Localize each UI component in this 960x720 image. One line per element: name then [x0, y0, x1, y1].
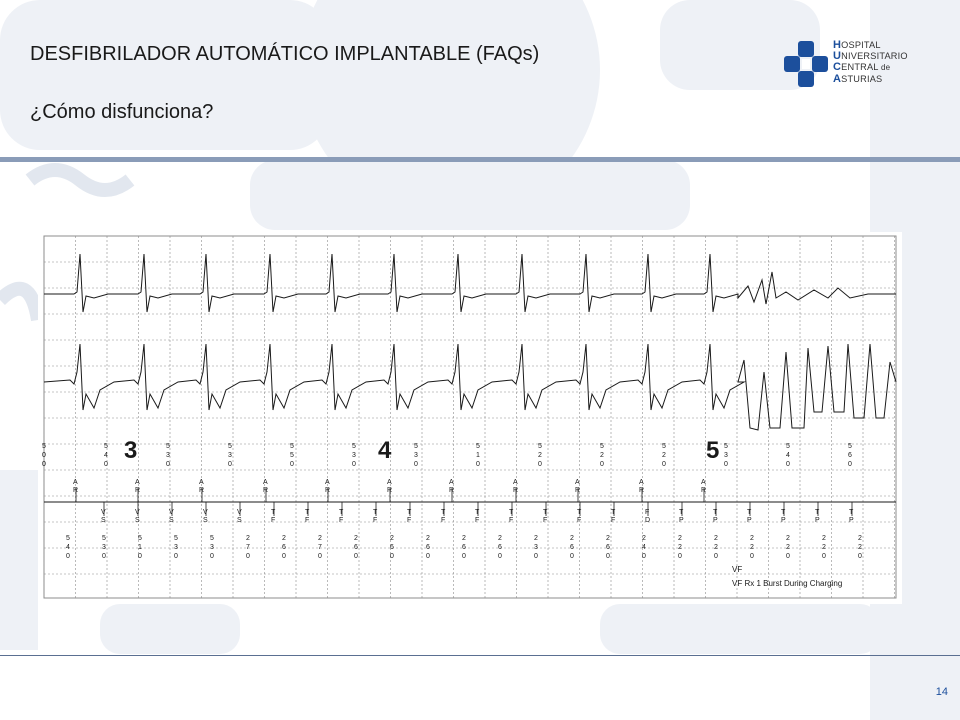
- ventricular-marker-letter: V: [135, 509, 140, 516]
- ventricular-marker-letter: T: [781, 509, 786, 516]
- atrial-interval-digit: 5: [352, 443, 356, 450]
- ventricular-marker-letter: T: [679, 509, 684, 516]
- atrial-interval-digit: 5: [538, 443, 542, 450]
- ventricular-interval-digit: 2: [354, 535, 358, 542]
- ventricular-interval-digit: 0: [354, 553, 358, 560]
- atrial-marker-letter: A: [575, 479, 580, 486]
- ventricular-marker-letter: P: [849, 517, 854, 524]
- ventricular-interval-digit: 7: [318, 544, 322, 551]
- atrial-interval-digit: 0: [662, 461, 666, 468]
- hospital-cross-icon: [783, 39, 829, 89]
- ventricular-marker-letter: T: [305, 509, 310, 516]
- atrial-interval-digit: 2: [662, 452, 666, 459]
- egm-channel-atrial: [44, 254, 896, 312]
- ventricular-interval-digit: 6: [426, 544, 430, 551]
- ventricular-marker-letter: F: [407, 517, 412, 524]
- ventricular-interval-digit: 6: [498, 544, 502, 551]
- ventricular-interval-digit: 0: [282, 553, 286, 560]
- atrial-marker-letter: R: [387, 487, 393, 494]
- ventricular-marker-letter: F: [543, 517, 548, 524]
- atrial-interval-digit: 0: [724, 461, 728, 468]
- ventricular-interval-digit: 2: [822, 544, 826, 551]
- ventricular-interval-digit: 5: [174, 535, 178, 542]
- atrial-interval-digit: 5: [848, 443, 852, 450]
- ventricular-marker-letter: T: [441, 509, 446, 516]
- egm-tracing: [38, 232, 902, 604]
- atrial-interval-digit: 0: [228, 461, 232, 468]
- ventricular-marker-letter: P: [747, 517, 752, 524]
- ventricular-marker-letter: V: [203, 509, 208, 516]
- ventricular-interval-digit: 2: [822, 535, 826, 542]
- ventricular-interval-digit: 2: [750, 535, 754, 542]
- ventricular-marker-letter: S: [101, 517, 106, 524]
- atrial-interval-digit: 3: [414, 452, 418, 459]
- ventricular-marker-letter: F: [475, 517, 480, 524]
- atrial-interval-digit: 5: [104, 443, 108, 450]
- ventricular-marker-letter: P: [679, 517, 684, 524]
- episode-number-4: 4: [378, 437, 392, 464]
- atrial-marker-letter: R: [199, 487, 205, 494]
- atrial-marker-letter: R: [449, 487, 455, 494]
- ventricular-interval-digit: 6: [282, 544, 286, 551]
- ventricular-marker-letter: T: [271, 509, 276, 516]
- ventricular-interval-digit: 2: [642, 535, 646, 542]
- atrial-interval-digit: 5: [166, 443, 170, 450]
- ventricular-interval-digit: 2: [282, 535, 286, 542]
- ventricular-marker-letter: T: [815, 509, 820, 516]
- episode-number-3: 3: [124, 437, 138, 464]
- ventricular-marker-letter: D: [645, 517, 651, 524]
- ventricular-interval-digit: 2: [678, 544, 682, 551]
- ventricular-interval-digit: 0: [390, 553, 394, 560]
- ventricular-marker-letter: T: [475, 509, 480, 516]
- ventricular-marker-letter: F: [441, 517, 446, 524]
- ventricular-marker-letter: T: [747, 509, 752, 516]
- ventricular-interval-digit: 2: [858, 544, 862, 551]
- atrial-interval-digit: 5: [290, 443, 294, 450]
- ventricular-interval-digit: 0: [786, 553, 790, 560]
- atrial-interval-digit: 0: [42, 461, 46, 468]
- atrial-interval-digit: 3: [228, 452, 232, 459]
- ventricular-interval-digit: 2: [678, 535, 682, 542]
- ventricular-marker-letter: F: [645, 509, 650, 516]
- ventricular-interval-digit: 0: [210, 553, 214, 560]
- ventricular-marker-letter: V: [237, 509, 242, 516]
- ventricular-marker-letter: F: [611, 517, 616, 524]
- atrial-marker-letter: R: [135, 487, 141, 494]
- egm-legend-burst: VF Rx 1 Burst During Charging: [732, 579, 843, 588]
- ventricular-interval-digit: 0: [318, 553, 322, 560]
- ventricular-interval-digit: 3: [174, 544, 178, 551]
- ventricular-interval-digit: 2: [570, 535, 574, 542]
- ventricular-marker-letter: S: [169, 517, 174, 524]
- atrial-marker-letter: A: [199, 479, 204, 486]
- atrial-interval-digit: 5: [600, 443, 604, 450]
- ventricular-interval-digit: 0: [606, 553, 610, 560]
- atrial-interval-digit: 0: [476, 461, 480, 468]
- atrial-marker-letter: A: [263, 479, 268, 486]
- atrial-interval-digit: 0: [786, 461, 790, 468]
- atrial-marker-letter: A: [639, 479, 644, 486]
- ventricular-marker-letter: V: [169, 509, 174, 516]
- atrial-interval-digit: 0: [414, 461, 418, 468]
- ventricular-marker-letter: F: [509, 517, 514, 524]
- atrial-marker-letter: R: [513, 487, 519, 494]
- atrial-interval-digit: 5: [662, 443, 666, 450]
- atrial-interval-digit: 3: [166, 452, 170, 459]
- atrial-interval-digit: 5: [786, 443, 790, 450]
- ventricular-interval-digit: 0: [426, 553, 430, 560]
- episode-number-5: 5: [706, 437, 720, 464]
- ventricular-marker-letter: P: [713, 517, 718, 524]
- ventricular-interval-digit: 0: [822, 553, 826, 560]
- ventricular-interval-digit: 5: [138, 535, 142, 542]
- ventricular-interval-digit: 6: [354, 544, 358, 551]
- footer-divider: [0, 655, 960, 656]
- ventricular-interval-digit: 6: [570, 544, 574, 551]
- hospital-name: [833, 40, 908, 85]
- header-divider: [0, 157, 960, 162]
- atrial-marker-letter: R: [701, 487, 707, 494]
- icd-egm-strip: [38, 232, 902, 604]
- ventricular-interval-digit: 2: [606, 535, 610, 542]
- ventricular-marker-letter: T: [509, 509, 514, 516]
- ventricular-marker-letter: F: [577, 517, 582, 524]
- atrial-interval-digit: 3: [352, 452, 356, 459]
- ventricular-marker-letter: P: [815, 517, 820, 524]
- atrial-interval-digit: 0: [352, 461, 356, 468]
- logo-line-1: HOSPITAL: [833, 39, 881, 51]
- ventricular-interval-digit: 0: [678, 553, 682, 560]
- ventricular-interval-digit: 0: [102, 553, 106, 560]
- ventricular-marker-letter: S: [237, 517, 242, 524]
- atrial-interval-digit: 5: [228, 443, 232, 450]
- atrial-interval-digit: 1: [476, 452, 480, 459]
- atrial-interval-digit: 0: [848, 461, 852, 468]
- atrial-marker-letter: R: [325, 487, 331, 494]
- logo-line-4: ASTURIAS: [833, 72, 883, 85]
- atrial-interval-digit: 0: [600, 461, 604, 468]
- slide-title: DESFIBRILADOR AUTOMÁTICO IMPLANTABLE (FAQs): [30, 43, 540, 65]
- ventricular-interval-digit: 2: [786, 535, 790, 542]
- atrial-marker-letter: R: [263, 487, 269, 494]
- ventricular-interval-digit: 0: [714, 553, 718, 560]
- atrial-interval-digit: 0: [538, 461, 542, 468]
- ventricular-interval-digit: 3: [534, 544, 538, 551]
- atrial-interval-digit: 0: [42, 452, 46, 459]
- logo-line-3: CENTRAL de: [833, 61, 891, 74]
- atrial-interval-digit: 5: [476, 443, 480, 450]
- logo-line-2: UNIVERSITARIO: [833, 50, 908, 63]
- atrial-marker-letter: R: [575, 487, 581, 494]
- ventricular-marker-letter: F: [373, 517, 378, 524]
- atrial-interval-digit: 2: [538, 452, 542, 459]
- ventricular-interval-digit: 4: [642, 544, 646, 551]
- ventricular-interval-digit: 2: [498, 535, 502, 542]
- page-number: 14: [935, 686, 948, 698]
- atrial-interval-digit: 6: [848, 452, 852, 459]
- atrial-marker-letter: A: [135, 479, 140, 486]
- ventricular-interval-digit: 4: [66, 544, 70, 551]
- ventricular-interval-digit: 6: [390, 544, 394, 551]
- ventricular-marker-letter: T: [339, 509, 344, 516]
- ventricular-marker-letter: P: [781, 517, 786, 524]
- ventricular-marker-letter: T: [611, 509, 616, 516]
- atrial-marker-letter: A: [701, 479, 706, 486]
- atrial-marker-letter: A: [73, 479, 78, 486]
- atrial-interval-digit: 2: [600, 452, 604, 459]
- ventricular-interval-digit: 0: [138, 553, 142, 560]
- ventricular-interval-digit: 0: [246, 553, 250, 560]
- ventricular-interval-digit: 2: [426, 535, 430, 542]
- ventricular-marker-letter: T: [577, 509, 582, 516]
- atrial-marker-letter: R: [73, 487, 79, 494]
- ventricular-interval-digit: 2: [858, 535, 862, 542]
- atrial-marker-letter: A: [449, 479, 454, 486]
- ventricular-interval-digit: 0: [642, 553, 646, 560]
- ventricular-interval-digit: 2: [714, 535, 718, 542]
- ventricular-interval-digit: 0: [570, 553, 574, 560]
- ventricular-interval-digit: 0: [498, 553, 502, 560]
- ventricular-interval-digit: 5: [66, 535, 70, 542]
- ventricular-interval-digit: 0: [858, 553, 862, 560]
- atrial-interval-digit: 5: [724, 443, 728, 450]
- ventricular-interval-digit: 2: [534, 535, 538, 542]
- atrial-marker-letter: R: [639, 487, 645, 494]
- atrial-interval-digit: 3: [724, 452, 728, 459]
- atrial-interval-digit: 0: [166, 461, 170, 468]
- ventricular-interval-digit: 2: [750, 544, 754, 551]
- egm-legend-vf: VF: [732, 565, 743, 574]
- ventricular-interval-digit: 0: [174, 553, 178, 560]
- ventricular-interval-digit: 7: [246, 544, 250, 551]
- atrial-interval-digit: 5: [290, 452, 294, 459]
- ventricular-marker-letter: T: [407, 509, 412, 516]
- ventricular-marker-letter: F: [339, 517, 344, 524]
- ventricular-interval-digit: 5: [102, 535, 106, 542]
- ventricular-interval-digit: 3: [102, 544, 106, 551]
- ventricular-interval-digit: 2: [714, 544, 718, 551]
- ventricular-interval-digit: 0: [750, 553, 754, 560]
- atrial-interval-digit: 0: [290, 461, 294, 468]
- ventricular-marker-letter: T: [849, 509, 854, 516]
- atrial-interval-digit: 4: [786, 452, 790, 459]
- ventricular-interval-digit: 2: [246, 535, 250, 542]
- ventricular-marker-letter: S: [203, 517, 208, 524]
- ventricular-interval-digit: 5: [210, 535, 214, 542]
- ventricular-interval-digit: 0: [534, 553, 538, 560]
- atrial-interval-digit: 5: [414, 443, 418, 450]
- atrial-interval-digit: 0: [104, 461, 108, 468]
- atrial-marker-letter: A: [387, 479, 392, 486]
- ventricular-interval-digit: 0: [462, 553, 466, 560]
- atrial-interval-digit: 5: [42, 443, 46, 450]
- ventricular-interval-digit: 2: [318, 535, 322, 542]
- ventricular-interval-digit: 0: [66, 553, 70, 560]
- ventricular-marker-letter: T: [543, 509, 548, 516]
- ventricular-marker-letter: F: [271, 517, 276, 524]
- ventricular-interval-digit: 1: [138, 544, 142, 551]
- atrial-marker-letter: A: [513, 479, 518, 486]
- hospital-logo: [783, 38, 933, 90]
- ventricular-marker-letter: V: [101, 509, 106, 516]
- ventricular-marker-letter: S: [135, 517, 140, 524]
- ventricular-marker-letter: T: [713, 509, 718, 516]
- ventricular-interval-digit: 2: [786, 544, 790, 551]
- ventricular-interval-digit: 6: [606, 544, 610, 551]
- ventricular-interval-digit: 2: [390, 535, 394, 542]
- ventricular-interval-digit: 2: [462, 535, 466, 542]
- atrial-marker-letter: A: [325, 479, 330, 486]
- ventricular-interval-digit: 6: [462, 544, 466, 551]
- slide-subtitle: ¿Cómo disfunciona?: [30, 101, 214, 123]
- ventricular-marker-letter: T: [373, 509, 378, 516]
- ventricular-marker-letter: F: [305, 517, 310, 524]
- ventricular-interval-digit: 3: [210, 544, 214, 551]
- atrial-interval-digit: 4: [104, 452, 108, 459]
